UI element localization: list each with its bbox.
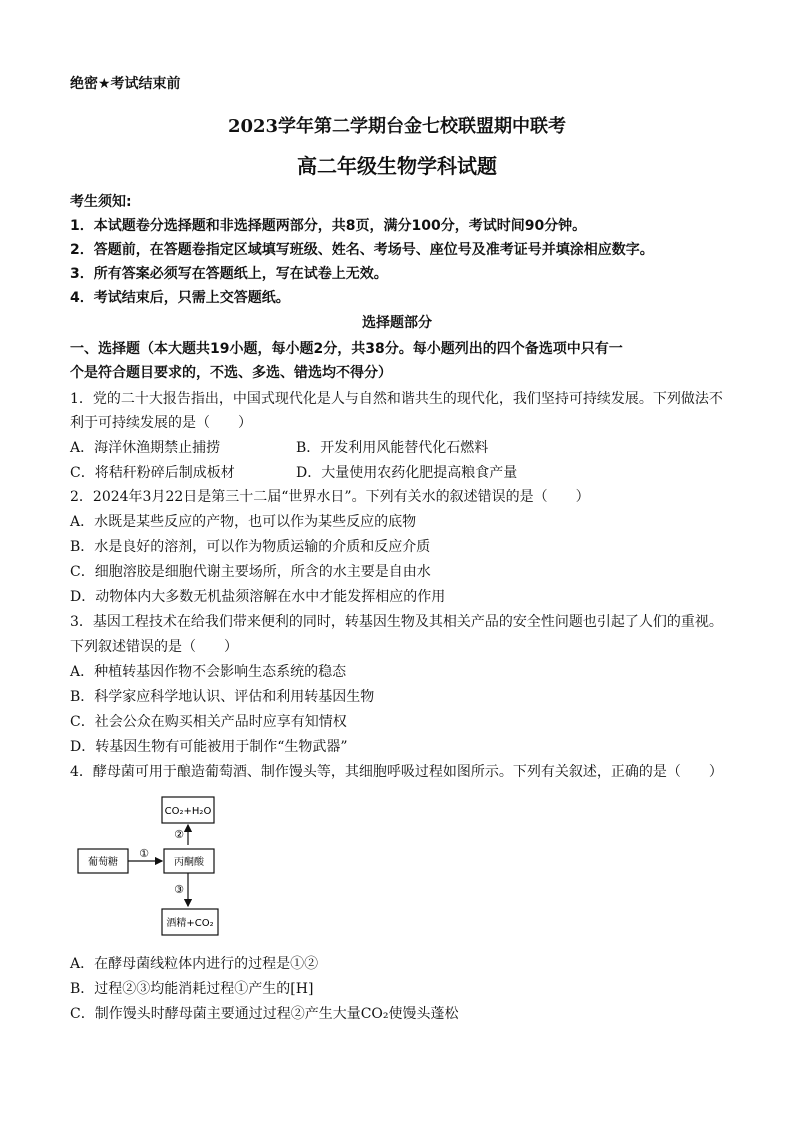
notice-item: 1．本试题卷分选择题和非选择题两部分，共8页，满分100分，考试时间90分钟。	[70, 218, 587, 234]
question-4-stem: 4．酵母菌可用于酿造葡萄酒、制作馒头等，其细胞呼吸过程如图所示。下列有关叙述，正确的是（ ）	[70, 764, 723, 780]
notice-item: 4．考试结束后，只需上交答题纸。	[70, 290, 290, 306]
question-2-option-b: B．水是良好的溶剂，可以作为物质运输的介质和反应介质	[70, 539, 431, 555]
label-co2-h2o: CO₂+H₂O	[164, 806, 212, 817]
label-step-3: ③	[174, 883, 184, 896]
question-1-option-d: D．大量使用农药化肥提高粮食产量	[296, 465, 518, 481]
question-3-stem: 下列叙述错误的是（ ）	[70, 639, 238, 655]
label-step-1: ①	[139, 847, 149, 860]
question-2-option-c: C．细胞溶胶是细胞代谢主要场所，所含的水主要是自由水	[70, 564, 431, 580]
label-step-2: ②	[174, 828, 184, 841]
exam-title: 2023学年第二学期台金七校联盟期中联考	[227, 116, 567, 137]
question-1-option-a: A．海洋休渔期禁止捕捞	[70, 440, 221, 456]
section-instruction: 个是符合题目要求的，不选、多选、错选均不得分）	[70, 365, 392, 381]
question-1-stem: 1．党的二十大报告指出，中国式现代化是人与自然和谐共生的现代化，我们坚持可持续发展。下列做法不	[70, 391, 723, 407]
question-3-option-d: D．转基因生物有可能被用于制作“生物武器”	[70, 739, 348, 755]
question-2-stem: 2．2024年3月22日是第三十二届“世界水日”。下列有关水的叙述错误的是（ ）	[70, 489, 590, 505]
notice-heading: 考生须知:	[70, 194, 132, 210]
question-3-option-c: C．社会公众在购买相关产品时应享有知情权	[70, 714, 347, 730]
question-1-option-b: B．开发利用风能替代化石燃料	[296, 440, 489, 456]
question-1-stem: 利于可持续发展的是（ ）	[70, 415, 252, 431]
question-4-option-c: C．制作馒头时酵母菌主要通过过程②产生大量CO₂使馒头蓬松	[70, 1006, 459, 1022]
section-instruction: 一、选择题（本大题共19小题，每小题2分，共38分。每小题列出的四个备选项中只有一	[70, 341, 623, 357]
respiration-diagram	[76, 795, 236, 937]
question-3-stem: 3．基因工程技术在给我们带来便利的同时，转基因生物及其相关产品的安全性问题也引起了人们的重视。	[70, 614, 723, 630]
question-2-option-d: D．动物体内大多数无机盐须溶解在水中才能发挥相应的作用	[70, 589, 446, 605]
confidential-label: 绝密★考试结束前	[70, 76, 181, 92]
label-pyruvate: 丙酮酸	[174, 857, 204, 868]
label-ethanol-co2: 酒精+CO₂	[166, 918, 214, 929]
question-1-option-c: C．将秸秆粉碎后制成板材	[70, 465, 235, 481]
exam-subtitle: 高二年级生物学科试题	[297, 154, 497, 178]
question-4-option-a: A．在酵母菌线粒体内进行的过程是①②	[70, 956, 319, 972]
label-glucose: 葡萄糖	[88, 857, 118, 868]
section-title: 选择题部分	[362, 315, 432, 331]
notice-item: 3．所有答案必须写在答题纸上，写在试卷上无效。	[70, 266, 388, 282]
question-2-option-a: A．水既是某些反应的产物，也可以作为某些反应的底物	[70, 514, 417, 530]
question-3-option-b: B．科学家应科学地认识、评估和利用转基因生物	[70, 689, 375, 705]
notice-item: 2．答题前，在答题卷指定区域填写班级、姓名、考场号、座位号及准考证号并填涂相应数字。	[70, 242, 654, 258]
question-3-option-a: A．种植转基因作物不会影响生态系统的稳态	[70, 664, 347, 680]
question-4-option-b: B．过程②③均能消耗过程①产生的[H]	[70, 981, 314, 997]
